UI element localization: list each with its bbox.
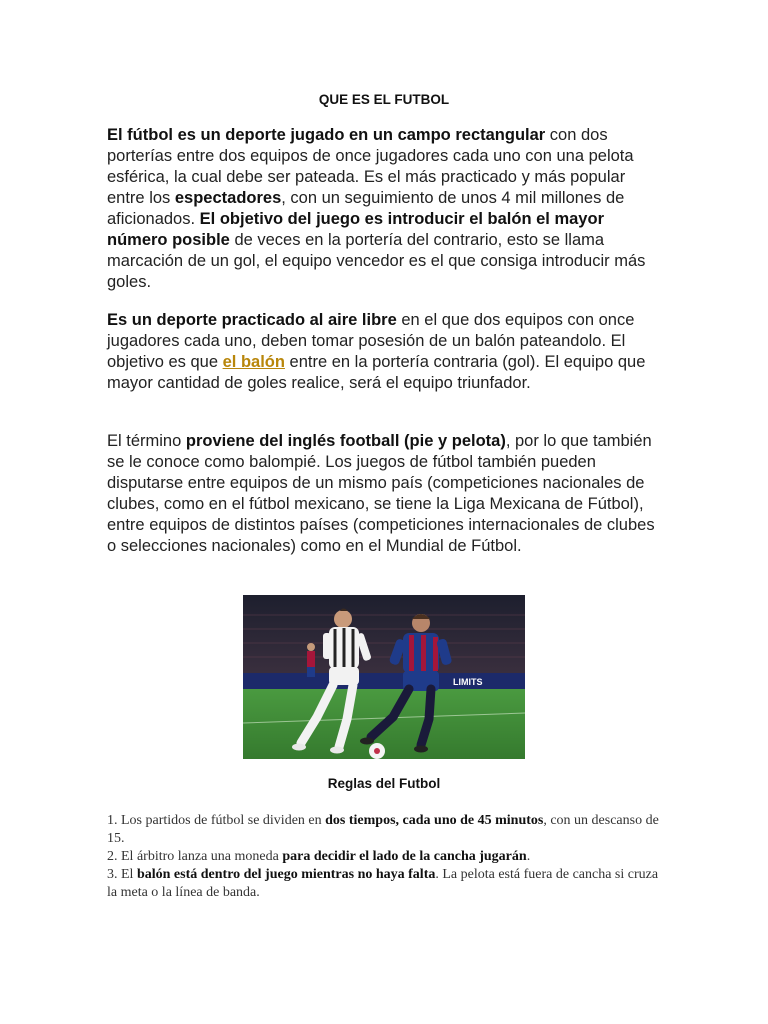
stadium-board-text: LIMITS bbox=[453, 677, 483, 687]
text: . La pelota está fuera de cancha si cruza la meta o la línea de banda. bbox=[107, 867, 659, 900]
text: 3. El bbox=[107, 867, 137, 882]
paragraph-origin bbox=[107, 431, 667, 557]
rule-item bbox=[107, 812, 667, 848]
rules-heading: Reglas del Futbol bbox=[327, 776, 441, 791]
rule-item bbox=[107, 866, 667, 902]
ball-link[interactable]: el balón bbox=[222, 353, 285, 371]
bold-text: dos tiempos, cada uno de 45 minutos bbox=[325, 813, 544, 828]
paragraph-definition bbox=[107, 125, 667, 293]
text: de veces en la portería del contrario, esto se llama marcación de un gol, el equipo vencedor es el que consiga introducir más goles. bbox=[107, 231, 646, 291]
football-photo bbox=[243, 595, 525, 759]
ball-icon bbox=[369, 743, 385, 759]
text: , por lo que también se le conoce como balompié. Los juegos de fútbol también pueden disputarse entre equipos de un mismo país (competiciones nacionales de clubes, como en el fútbol mexicano, se tiene la Liga Mexicana de Fútbol), entre equipos de distintos países (competiciones internacionales de clubes o selecciones nacionales) como en el Mundial de Fútbol. bbox=[107, 432, 655, 555]
bold-text: proviene del inglés football (pie y pelota) bbox=[185, 432, 506, 450]
text: 1. Los partidos de fútbol se dividen en bbox=[107, 813, 326, 828]
text: entre en la portería contraria (gol). El equipo que mayor cantidad de goles realice, será el equipo triunfador. bbox=[107, 353, 646, 392]
rules-list bbox=[107, 812, 667, 902]
bold-text: espectadores bbox=[174, 189, 282, 207]
text: , con un seguimiento de unos 4 mil millones de aficionados. bbox=[107, 189, 625, 228]
bold-text: balón está dentro del juego mientras no haya falta bbox=[136, 867, 436, 882]
bold-text: El objetivo del juego es introducir el balón el mayor número posible bbox=[107, 210, 604, 249]
text: en el que dos equipos con once jugadores cada uno, deben tomar posesión de un balón pateandolo. El objetivo es que bbox=[107, 311, 635, 371]
bold-text: El fútbol es un deporte jugado en un campo rectangular bbox=[107, 126, 546, 144]
bold-text: para decidir el lado de la cancha jugarán bbox=[282, 849, 527, 864]
text: , con un descanso de 15. bbox=[107, 813, 659, 846]
rule-item bbox=[107, 848, 667, 866]
text: El término bbox=[107, 432, 186, 450]
text: 2. El árbitro lanza una moneda bbox=[107, 849, 283, 864]
bold-text: Es un deporte practicado al aire libre bbox=[107, 311, 397, 329]
paragraph-outdoor bbox=[107, 310, 667, 394]
page-title: QUE ES EL FUTBOL bbox=[318, 92, 450, 107]
text: con dos porterías entre dos equipos de once jugadores cada uno con una pelota esférica, la cual debe ser pateada. Es el más practicado y más popular entre los bbox=[107, 126, 634, 207]
text: . bbox=[526, 849, 531, 864]
